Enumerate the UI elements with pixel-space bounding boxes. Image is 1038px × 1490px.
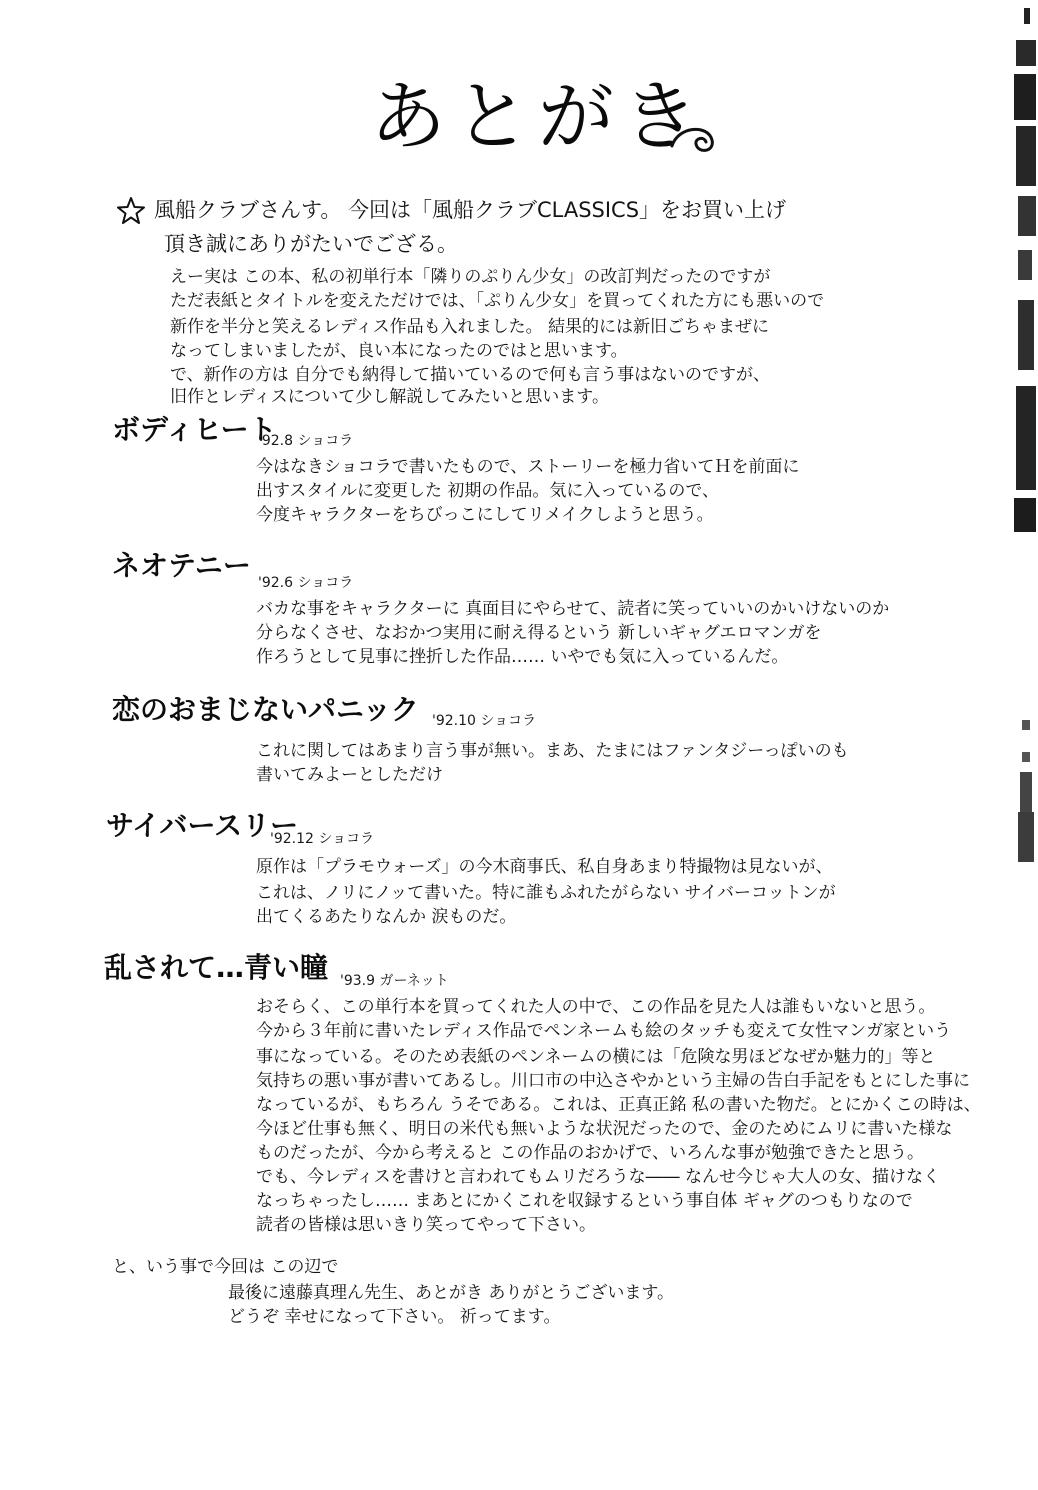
section-meta: '92.12 ショコラ — [270, 831, 375, 847]
section-line: 今から３年前に書いたレディス作品でペンネームも絵のタッチも変えて女性マンガ家という — [256, 1021, 952, 1041]
section-line: 書いてみよーとしただけ — [256, 765, 443, 785]
section-heading-omajinai-panic: 恋のおまじないパニック — [112, 693, 419, 726]
intro-line: 新作を半分と笑えるレディス作品も入れました。 結果的には新旧ごちゃまぜに — [170, 317, 770, 337]
closing-line: と、いう事で今回は この辺で — [112, 1257, 339, 1277]
section-line: これは、ノリにノッて書いた。特に誰もふれたがらない サイバーコットンが — [256, 883, 836, 903]
section-line: 今ほど仕事も無く、明日の米代も無いような状況だったので、金のためにムリに書いた様な — [256, 1119, 953, 1139]
section-line: なっているが、もちろん うそである。これは、正真正銘 私の書いた物だ。とにかくこの時は、 — [256, 1095, 981, 1115]
section-meta: '92.8 ショコラ — [258, 433, 354, 449]
section-line: 作ろうとして見事に挫折した作品…… いやでも気に入っているんだ。 — [256, 647, 789, 667]
section-line: なっちゃったし…… まあとにかくこれを収録するという事自体 ギャグのつもりなので — [256, 1191, 913, 1211]
title-swirl-ornament — [668, 120, 728, 160]
section-line: 読者の皆様は思いきり笑ってやって下さい。 — [256, 1215, 596, 1235]
intro-line: ただ表紙とタイトルを変えただけでは、「ぷりん少女」を買ってくれた方にも悪いので — [170, 291, 825, 311]
section-meta: '92.6 ショコラ — [258, 575, 354, 591]
section-heading-body-heat: ボディヒート — [112, 413, 277, 446]
intro-line: なってしまいましたが、良い本になったのではと思います。 — [170, 341, 628, 361]
section-line: 今はなきショコラで書いたもので、ストーリーを極力省いてＨを前面に — [256, 457, 800, 477]
section-meta: '92.10 ショコラ — [432, 713, 537, 729]
section-line: バカな事をキャラクターに 真面目にやらせて、読者に笑っていいのかいけないのか — [256, 599, 890, 619]
section-line: 分らなくさせ、なおかつ実用に耐え得るという 新しいギャグエロマンガを — [256, 623, 822, 643]
closing-line: どうぞ 幸せになって下さい。 祈ってます。 — [228, 1307, 561, 1327]
intro-line: 風船クラブさんす。 今回は「風船クラブCLASSICS」をお買い上げ — [154, 198, 787, 222]
section-line: ものだったが、今から考えると この作品のおかげで、いろんな事が勉強できたと思う。 — [256, 1143, 925, 1163]
intro-line: 頂き誠にありがたいでござる。 — [164, 232, 458, 256]
page-title: あとがき — [370, 72, 706, 161]
scan-edge-artifact — [1010, 0, 1038, 1490]
intro-line: 旧作とレディスについて少し解説してみたいと思います。 — [170, 387, 609, 407]
section-line: おそらく、この単行本を買ってくれた人の中で、この作品を見た人は誰もいないと思う。 — [256, 997, 936, 1017]
section-heading-neoteny: ネオテニー — [112, 549, 251, 582]
section-line: 事になっている。そのため表紙のペンネームの横には「危険な男ほどなぜか魅力的」等と — [256, 1047, 936, 1067]
intro-line: で、新作の方は 自分でも納得して描いているので何も言う事はないのですが、 — [170, 365, 771, 385]
section-line: 原作は「プラモウォーズ」の今木商事氏、私自身あまり特撮物は見ないが、 — [256, 857, 833, 877]
section-line: これに関してはあまり言う事が無い。まあ、たまにはファンタジーっぽいのも — [256, 741, 849, 761]
section-heading-aoi-hitomi: 乱されて…青い瞳 — [104, 951, 329, 984]
section-heading-cyber-three: サイバースリー — [106, 809, 299, 842]
section-meta: '93.9 ガーネット — [340, 973, 449, 989]
star-icon — [116, 196, 146, 226]
section-line: でも、今レディスを書けと言われてもムリだろうな―― なんせ今じゃ大人の女、描けなく — [256, 1167, 941, 1187]
section-line: 気持ちの悪い事が書いてあるし。川口市の中込さやかという主婦の告白手記をもとにした事に — [256, 1071, 970, 1091]
intro-line: えー実は この本、私の初単行本「隣りのぷりん少女」の改訂判だったのですが — [170, 267, 771, 287]
closing-line: 最後に遠藤真理ん先生、あとがき ありがとうございます。 — [228, 1283, 675, 1303]
section-line: 出てくるあたりなんか 涙ものだ。 — [256, 907, 517, 927]
section-line: 出すスタイルに変更した 初期の作品。気に入っているので、 — [256, 481, 720, 501]
section-line: 今度キャラクターをちびっこにしてリメイクしようと思う。 — [256, 505, 714, 525]
